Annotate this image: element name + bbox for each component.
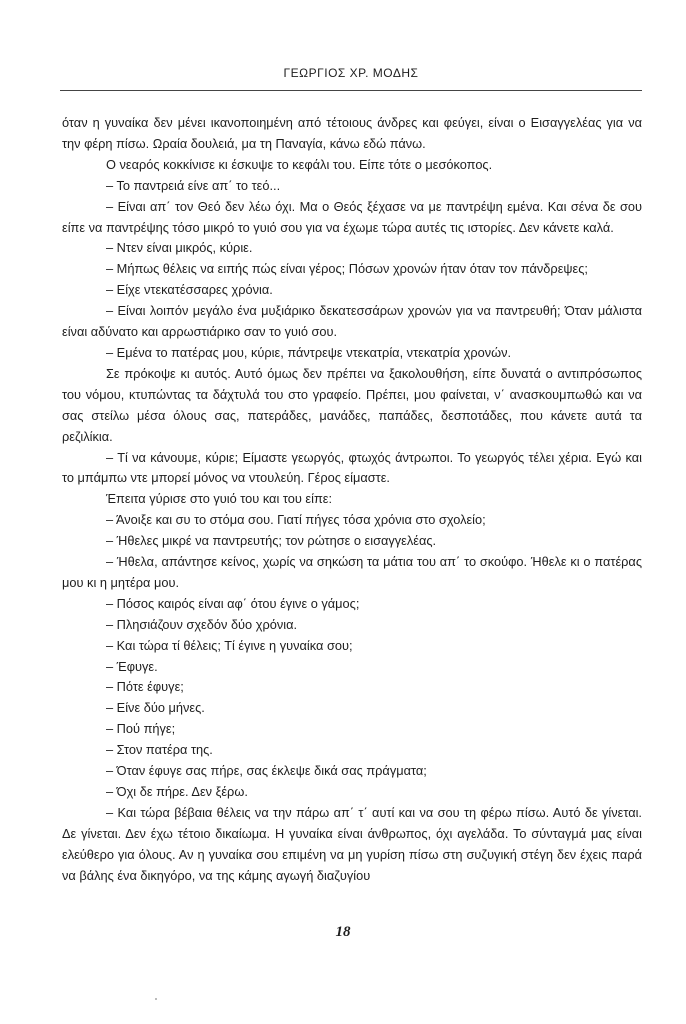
paragraph: – Και τώρα βέβαια θέλεις να την πάρω απ΄ τ΄ αυτί και να σου τη φέρω πίσω. Αυτό δε γίνεται. Δε γίνεται. Δεν έχω τέτοιο δικαίωμα. Η γυναίκα είναι άνθρωπος, όχι αγελάδα. Το σύνταγμά μας είναι ελεύθερο για όλους. Αν η γυναίκα σου επιμένη να μη γυρίση πίσω στη συζυγική στέγη δεν έχεις παρά να βάλης ένα δικηγόρο, να της κάμης αγωγή διαζυγίου (62, 804, 642, 883)
paragraph: – Είχε ντεκατέσσαρες χρόνια. (106, 282, 273, 298)
paragraph: – Στον πατέρα της. (106, 742, 213, 758)
page-body (62, 113, 642, 887)
paragraph: – Όχι δε πήρε. Δεν ξέρω. (106, 784, 248, 799)
paragraph: – Πόσος καιρός είναι αφ΄ ότου έγινε ο γάμος; (106, 595, 360, 611)
paragraph: – Πλησιάζουν σχεδόν δύο χρόνια. (106, 616, 298, 632)
paragraph: – Άνοιξε και συ το στόμα σου. Γιατί πήγες τόσα χρόνια στο σχολείο; (106, 512, 486, 528)
paragraph: – Είνε δύο μήνες. (106, 700, 205, 716)
paragraph: – Μήπως θέλεις να ειπής πώς είναι γέρος; Πόσων χρονών ήταν όταν τον πάνδρεψες; (106, 261, 588, 277)
paragraph: – Ντεν είναι μικρός, κύριε. (106, 240, 253, 256)
scan-speck (155, 998, 157, 1000)
paragraph: – Είναι απ΄ τον Θεό δεν λέω όχι. Μα ο Θεός ξέχασε να με παντρέψη εμένα. Και σένα δε σου είπε να παντρέψης τόσο μικρό το γυιό σου για να έχωμε τώρα αυτές τις ιστορίες. Δεν κάνετε καλά. (62, 198, 642, 235)
paragraph: – Τί να κάνουμε, κύριε; Είμαστε γεωργός, φτωχός άντρωποι. Το γεωργός τέλει χέρια. Εγώ και το μπάμπω ντε μπορεί μόνος να ντουλεύη. Γέρος είμαστε. (62, 449, 642, 486)
paragraph: – Έφυγε. (106, 658, 158, 674)
paragraph: – Είναι λοιπόν μεγάλο ένα μυξιάρικο δεκατεσσάρων χρονών για να παντρευθή; Όταν μάλιστα είναι αδύνατο και αρρωστιάρικο σαν το γυιό σου. (62, 303, 642, 340)
paragraph: – Εμένα το πατέρας μου, κύριε, πάντρεψε ντεκατρία, ντεκατρία χρονών. (106, 344, 512, 360)
paragraph: – Πού πήγε; (106, 721, 176, 737)
paragraph: Έπειτα γύρισε στο γυιό του και του είπε: (106, 491, 333, 507)
paragraph: όταν η γυναίκα δεν μένει ικανοποιημένη από τέτοιους άνδρες και φεύγει, είναι ο Εισαγγελέας για να την φέρη πίσω. Ωραία δουλειά, μα τη Παναγία, κάνω εδώ πάνω. (62, 115, 642, 151)
paragraph: – Ήθελες μικρέ να παντρευτής; τον ρώτησε ο εισαγγελέας. (106, 533, 437, 549)
header-rule (60, 90, 642, 91)
paragraph: Ο νεαρός κοκκίνισε κι έσκυψε το κεφάλι του. Είπε τότε ο μεσόκοπος. (106, 156, 493, 172)
paragraph: – Ήθελα, απάντησε κείνος, χωρίς να σηκώση τα μάτια του απ΄ το σκούφο. Ήθελε κι ο πατέρας μου κι η μητέρα μου. (62, 554, 642, 590)
running-header: ΓΕΩΡΓΙΟΣ ΧΡ. ΜΟΔΗΣ (283, 66, 419, 80)
paragraph: – Το παντρειά είνε απ΄ το τεό... (106, 177, 281, 193)
paragraph: – Πότε έφυγε; (106, 679, 184, 695)
paragraph: Σε πρόκοψε κι αυτός. Αυτό όμως δεν πρέπει να ξακολουθήση, είπε δυνατά ο αντιπρόσωπος του νόμου, κτυπώντας τα δάχτυλά του στο γραφείο. Πρέπει, μου φαίνεται, ν΄ ανασκουμπωθώ και να σας στείλω μέσα όλους σας, πατεράδες, μανάδες, παπάδες, δεσποτάδες, που κάνετε αυτά τα ρεζιλίκια. (62, 365, 642, 444)
paragraph: – Όταν έφυγε σας πήρε, σας έκλεψε δικά σας πράγματα; (106, 763, 427, 779)
page-number: 18 (335, 924, 351, 940)
paragraph: – Και τώρα τί θέλεις; Τί έγινε η γυναίκα σου; (106, 637, 353, 653)
